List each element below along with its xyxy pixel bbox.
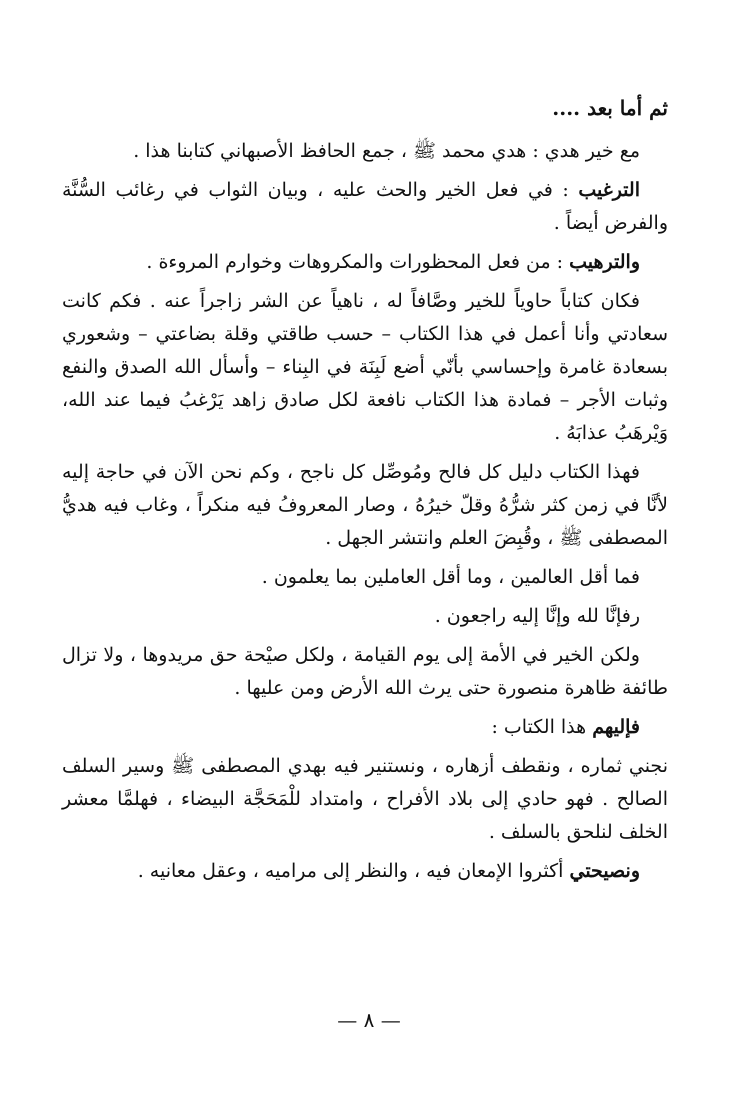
paragraph-to-them (62, 711, 668, 744)
paragraph-text: أكثروا الإمعان فيه ، والنظر إلى مراميه ، وعقل معانيه . (137, 860, 570, 882)
paragraph-text: مع خير هدي : هدي محمد ﷺ ، جمع الحافظ الأصبهاني كتابنا هذا . (133, 140, 640, 162)
paragraph-few-scholars (62, 561, 668, 594)
paragraph-text: نجني ثماره ، ونقطف أزهاره ، ونستنير فيه بهدي المصطفى ﷺ وسير السلف الصالح . فهو حادي إلى بلاد الأفراح ، وامتداد للْمَحَجَّة البيضاء ، فهلمَّا معشر الخلف لنلحق بالسلف . (62, 755, 668, 843)
paragraph-targheeb (62, 174, 668, 240)
paragraph-text: : من فعل المحظورات والمكروهات وخوارم المروءة . (146, 251, 570, 273)
paragraph-tarheeb (62, 246, 668, 279)
paragraph-text: هذا الكتاب : (491, 716, 593, 738)
page-number: — ٨ — (337, 1008, 401, 1032)
paragraph-text: ولكن الخير في الأمة إلى يوم القيامة ، ولكل صيْحة حق مريدوها ، ولا تزال طائفة ظاهرة منصورة حتى يرث الله الأرض ومن عليها . (62, 644, 668, 699)
paragraph-lead-word: فإليهم (592, 716, 640, 738)
paragraph-harvest (62, 750, 668, 849)
document-page (62, 92, 668, 894)
paragraph-advice (62, 855, 668, 888)
paragraph-istirja (62, 600, 668, 633)
paragraph-lead-word: ونصيحتي (569, 860, 640, 882)
paragraph-lead-word: الترغيب (578, 179, 640, 201)
paragraph-good-in-ummah (62, 639, 668, 705)
paragraph-text: : في فعل الخير والحث عليه ، وبيان الثواب في رغائب السُّنَّة والفرض أيضاً . (62, 179, 668, 234)
section-heading: ثم أما بعد .... (552, 96, 668, 120)
paragraph-text: رفإنَّا لله وإنَّا إليه راجعون . (434, 605, 640, 627)
paragraph-text: فكان كتاباً حاوياً للخير وصَّافاً له ، ناهياً عن الشر زاجراً عنه . فكم كانت سعادتي وأنا أعمل في هذا الكتاب – حسب طاقتي وقلة بضاعتي – وشعوري بسعادة غامرة وإحساسي بأنّي أضع لَبِنَة في البِناء – وأسأل الله الصدق والنفع وثبات الأجر – فمادة هذا الكتاب نافعة لكل صادق زاهد يَرْغبُ فيما عند الله، وَيْرهَبُ عذابَهُ . (62, 290, 668, 444)
paragraph-text: فهذا الكتاب دليل كل فالح ومُوصِّل كل ناجح ، وكم نحن الآن في حاجة إليه لأنَّا في زمن كثر شرُّهُ وقلّ خيرُهُ ، وصار المعروفُ فيه منكراً ، وغاب فيه هديُّ المصطفى ﷺ ، وقُبِضَ العلم وانتشر الجهل . (62, 461, 668, 549)
paragraph-book-guide (62, 456, 668, 555)
paragraph-book-description (62, 285, 668, 450)
paragraph-intro (62, 135, 668, 168)
paragraph-text: فما أقل العالمين ، وما أقل العاملين بما يعلمون . (261, 566, 640, 588)
paragraph-lead-word: والترهيب (569, 251, 640, 273)
